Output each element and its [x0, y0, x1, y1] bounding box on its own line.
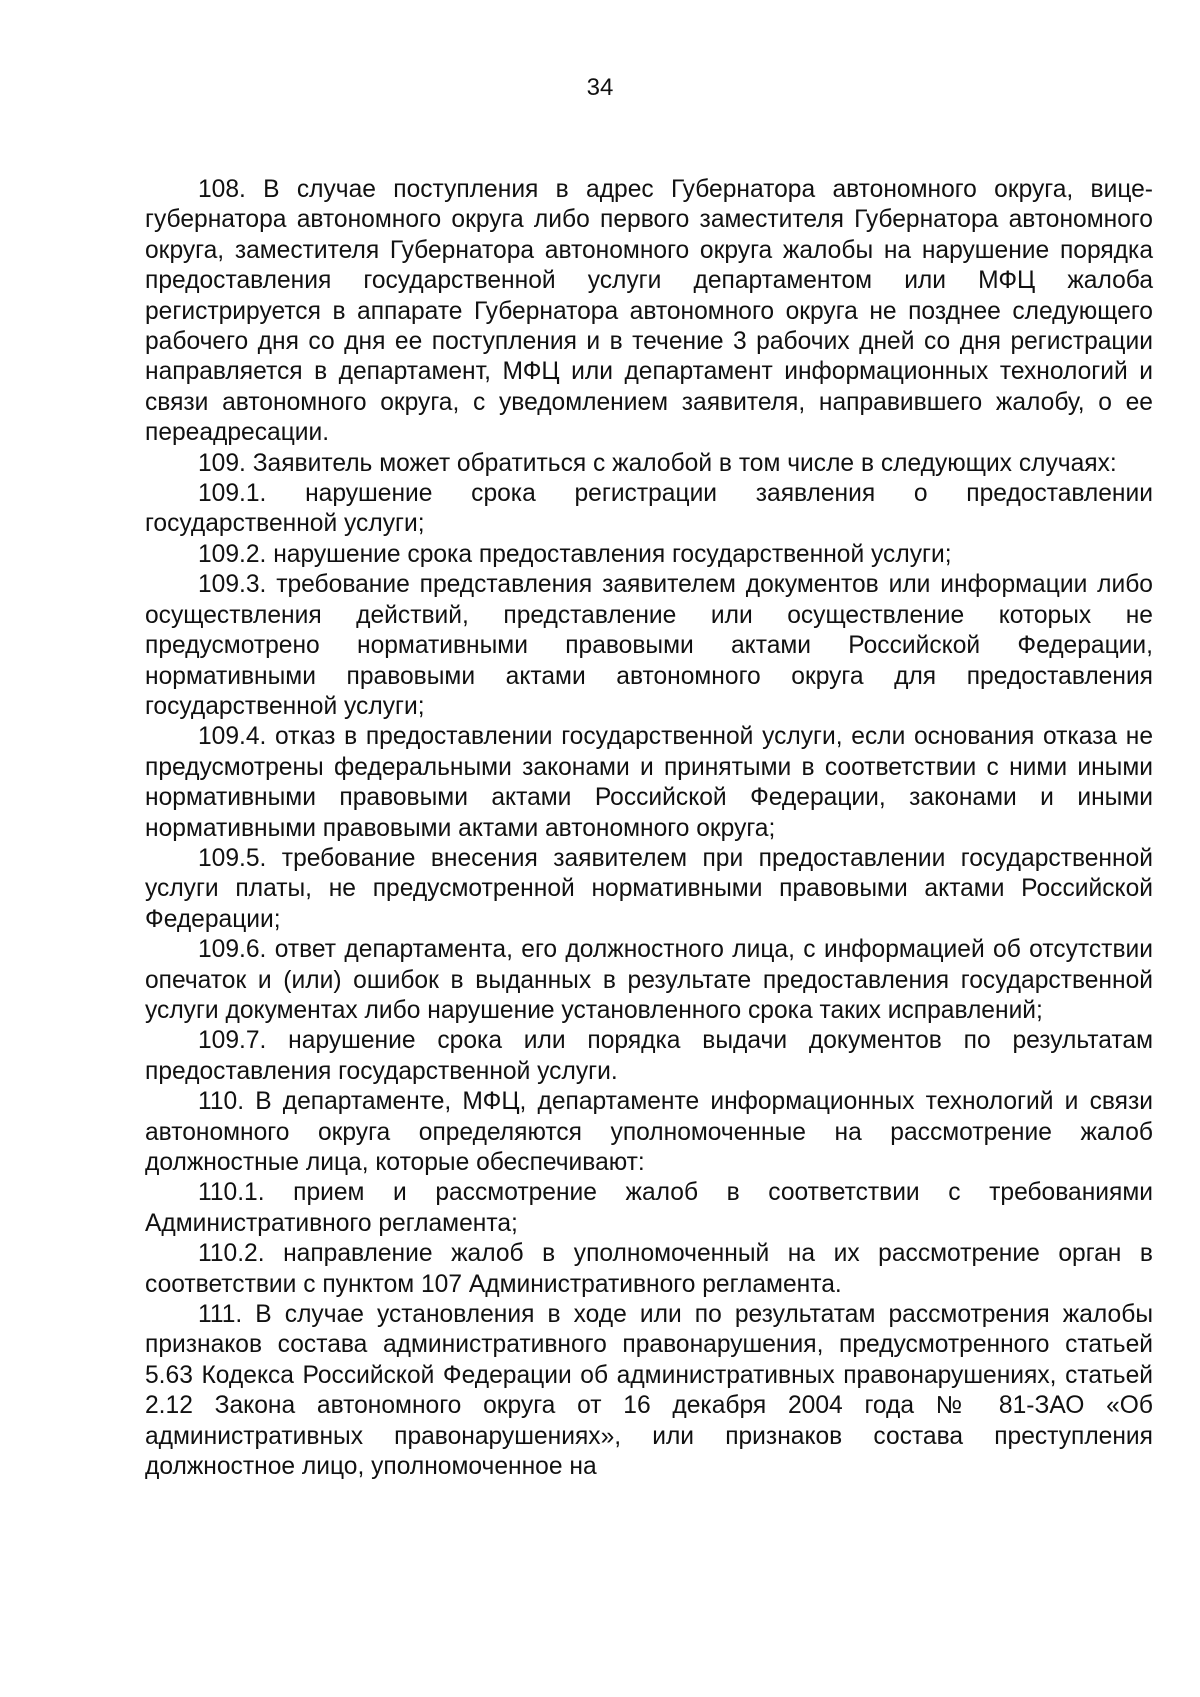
paragraph-109-4: 109.4. отказ в предоставлении государственной услуги, если основания отказа не предусмотрены федеральными законами и принятыми в соответствии с ними иными нормативными правовыми актами Российской Федерации, законами и иными нормативными правовыми актами автономного округа;: [145, 723, 1153, 842]
paragraph-109-1: 109.1. нарушение срока регистрации заявления о предоставлении государственной услуги;: [145, 480, 1153, 538]
page-number: 34: [586, 74, 614, 101]
paragraph-109-7: 109.7. нарушение срока или порядка выдачи документов по результатам предоставления государственной услуги.: [145, 1027, 1153, 1085]
paragraph-109-5: 109.5. требование внесения заявителем при предоставлении государственной услуги платы, не предусмотренной нормативными правовыми актами Российской Федерации;: [145, 844, 1153, 933]
paragraph-109: 109. Заявитель может обратиться с жалобой в том числе в следующих случаях:: [198, 449, 1117, 477]
paragraph-109-6: 109.6. ответ департамента, его должностного лица, с информацией об отсутствии опечаток и (или) ошибок в выданных в результате предоставления государственной услуги документах либо нарушение установленного срока таких исправлений;: [145, 936, 1153, 1024]
paragraph-109-2: 109.2. нарушение срока предоставления государственной услуги;: [198, 540, 952, 568]
paragraph-111: 111. В случае установления в ходе или по результатам рассмотрения жалобы признаков состава административного правонарушения, предусмотренного статьей 5.63 Кодекса Российской Федерации об административных правонарушениях, статьей 2.12 Закона автономного округа от 16 декабря 2004 года № 81-ЗАО «Об административных правонарушениях», или признаков состава преступления должностное лицо, уполномоченное на: [145, 1301, 1153, 1481]
paragraph-108: 108. В случае поступления в адрес Губернатора автономного округа, вице-губернатора автономного округа либо первого заместителя Губернатора автономного округа, заместителя Губернатора автономного округа жалобы на нарушение порядка предоставления государственной услуги департаментом или МФЦ жалоба регистрируется в аппарате Губернатора автономного округа не позднее следующего рабочего дня со дня ее поступления и в течение 3 рабочих дней со дня регистрации направляется в департамент, МФЦ или департамент информационных технологий и связи автономного округа, с уведомлением заявителя, направившего жалобу, о ее переадресации.: [145, 176, 1153, 447]
paragraph-110-1: 110.1. прием и рассмотрение жалоб в соответствии с требованиями Административного регламента;: [145, 1179, 1153, 1237]
paragraph-110: 110. В департаменте, МФЦ, департаменте информационных технологий и связи автономного округа определяются уполномоченные на рассмотрение жалоб должностные лица, которые обеспечивают:: [145, 1088, 1153, 1176]
document-body: [145, 175, 1153, 1482]
paragraph-109-3: 109.3. требование представления заявителем документов или информации либо осуществления действий, представление или осуществление которых не предусмотрено нормативными правовыми актами Российской Федерации, нормативными правовыми актами автономного округа для предоставления государственной услуги;: [145, 571, 1153, 720]
paragraph-110-2: 110.2. направление жалоб в уполномоченный на их рассмотрение орган в соответствии с пунктом 107 Административного регламента.: [145, 1240, 1153, 1298]
